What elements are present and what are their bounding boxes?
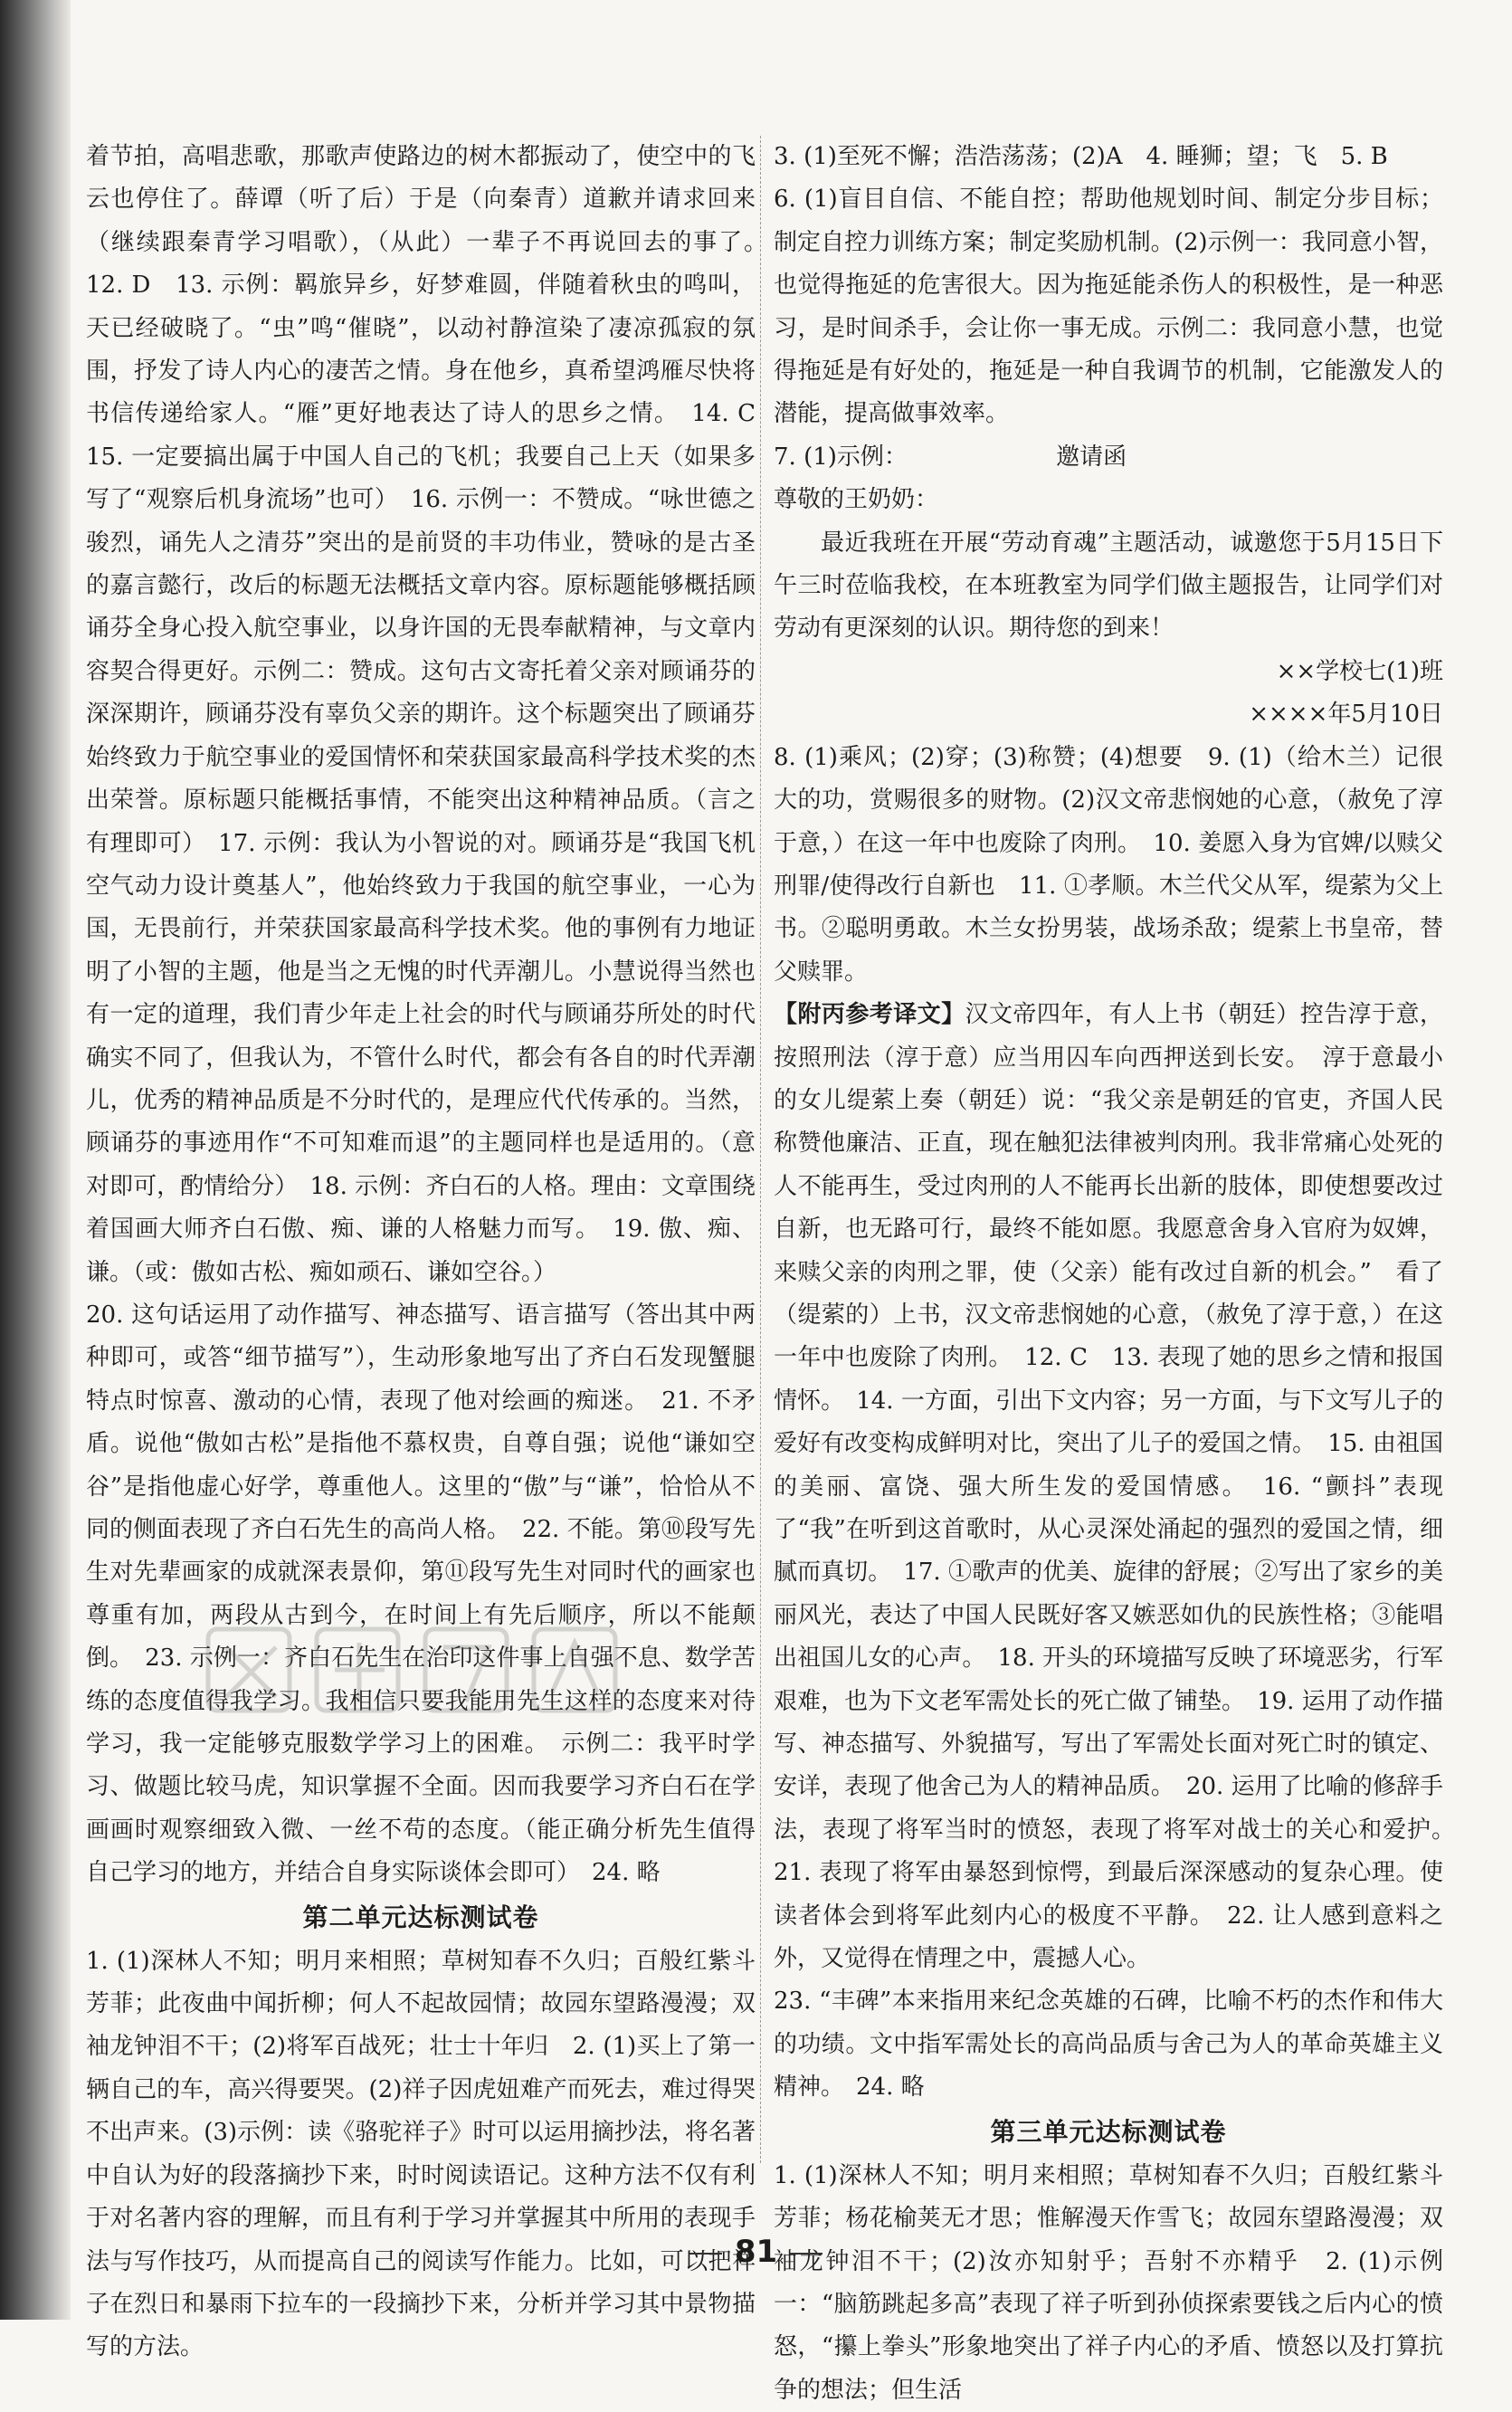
right-paragraph-5: 23. “丰碑”本来指用来纪念英雄的石碑，比喻不朽的杰作和伟大的功绩。文中指军需处长的高尚品质与舍己为人的革命英雄主义精神。 24. 略 [774, 1988, 1443, 2102]
invitation-signature: ××学校七(1)班 [1276, 657, 1443, 685]
invitation-salutation: 尊敬的王奶奶： [774, 486, 939, 514]
book-spine-shadow [0, 0, 71, 2320]
right-paragraph-3: 8. (1)乘风；(2)穿；(3)称赞；(4)想要 9. (1)（给木兰）记很大的功，赏赐很多的财物。(2)汉文帝悲悯她的心意，（赦免了淳于意，）在这一年中也废除了肉刑。 10. 姜愿入身为官婢/以赎父刑罪/使得改行自新也 11. ①孝顺。木兰代父从军，缇萦为父上书。②聪明勇敢。木兰女扮男装，战场杀敌；缇萦上书皇帝，替父赎罪。 [774, 743, 1443, 986]
right-paragraph-2: 6. (1)盲目自信、不能自控；帮助他规划时间、制定分步目标；制定自控力训练方案；制定奖励机制。(2)示例一：我同意小智，也觉得拖延的危害很大。因为拖延能杀伤人的积极性，是一种恶习，是时间杀手，会让你一事无成。示例二：我同意小慧，也觉得拖延是有好处的，拖延是一种自我调节的机制，它能激发人的潜能，提高做事效率。 [774, 186, 1443, 428]
invitation-title: 邀请函 [1056, 443, 1127, 471]
appendix-label: 【附丙参考译文】 [774, 1001, 965, 1029]
column-divider [760, 136, 761, 2163]
right-paragraph-4 [774, 994, 1468, 1980]
left-column [86, 136, 780, 2369]
unit-2-heading: 第二单元达标测试卷 [302, 1902, 539, 1932]
right-paragraph-6: 1. (1)深林人不知；明月来相照；草树知春不久归；百般红紫斗芳菲；杨花榆荚无才思；惟解漫天作雪飞；故园东望路漫漫；双袖龙钟泪不干；(2)汝亦知射乎；吾射不亦精乎 2. (1)示例一：“脑筋跳起多高”表现了祥子听到孙侦探索要钱之后内心的愤怒，“攥上拳头”形象地突出了祥子内心的矛盾、愤怒以及打算抗争的想法；但生活 [774, 2161, 1443, 2404]
left-paragraph-2: 20. 这句话运用了动作描写、神态描写、语言描写（答出其中两种即可，或答“细节描写”），生动形象地写出了齐白石发现蟹腿特点时惊喜、激动的心情，表现了他对绘画的痴迷。 21. 不矛盾。说他“傲如古松”是指他不慕权贵，自尊自强；说他“谦如空谷”是指他虚心好学，尊重他人。这里的“傲”与“谦”，恰恰从不同的侧面表现了齐白石先生的高尚人格。 22. 不能。第⑩段写先生对先辈画家的成就深表景仰，第⑪段写先生对同时代的画家也尊重有加，两段从古到今，在时间上有先后顺序，所以不能颠倒。 23. 示例一：齐白石先生在治印这件事上自强不息、数学苦练的态度值得我学习。我相信只要我能用先生这样的态度来对待学习，我一定能够克服数学学习上的困难。 示例二：我平时学习、做题比较马虎，知识掌握不全面。因而我要学习齐白石在学画画时观察细致入微、一丝不苟的态度。（能正确分析先生值得自己学习的地方，并结合自身实际谈体会即可） 24. 略 [86, 1301, 756, 1887]
page-number: 81 [0, 2234, 1512, 2270]
right-column [774, 136, 1468, 2412]
q7-line [774, 436, 1443, 479]
right-paragraph-1: 3. (1)至死不懈；浩浩荡荡；(2)A 4. 睡狮；望；飞 5. B [774, 143, 1388, 170]
invitation-date: ××××年5月10日 [1249, 701, 1443, 729]
left-paragraph-3: 1. (1)深林人不知；明月来相照；草树知春不久归；百般红紫斗芳菲；此夜曲中闻折柳；何人不起故园情；故园东望路漫漫；双袖龙钟泪不干；(2)将军百战死；壮士十年归 2. (1)买上了第一辆自己的车，高兴得要哭。(2)祥子因虎妞难产而死去，难过得哭不出声来。(3)示例：读《骆驼祥子》时可以运用摘抄法，将名著中自认为好的段落摘抄下来，时时阅读语记。这种方法不仅有利于对名著内容的理解，而且有利于学习并掌握其中所用的表现手法与写作技巧，从而提高自己的阅读写作能力。比如，可以把祥子在烈日和暴雨下拉车的一段摘抄下来，分析并学习其中景物描写的方法。 [86, 1947, 756, 2361]
q7-prefix: 7. (1)示例： [774, 443, 908, 471]
appendix-translation: 汉文帝四年，有人上书（朝廷）控告淳于意，按照刑法（淳于意）应当用囚车向西押送到长安。 淳于意最小的女儿缇萦上奏（朝廷）说：“我父亲是朝廷的官吏，齐国人民称赞他廉洁、正直，现在触犯法律被判肉刑。我非常痛心处死的人不能再生，受过肉刑的人不能再长出新的肢体，即使想要改过自新，也无路可行，最终不能如愿。我愿意舍身入官府为奴婢，来赎父亲的肉刑之罪，使（父亲）能有改过自新的机会。” 看了（缇萦的）上书，汉文帝悲悯她的心意，（赦免了淳于意，）在这一年中也废除了肉刑。 12. C 13. 表现了她的思乡之情和报国情怀。 14. 一方面，引出下文内容；另一方面，与下文写儿子的爱好有改变构成鲜明对比，突出了儿子的爱国之情。 15. 由祖国的美丽、富饶、强大所生发的爱国情感。 16. “颤抖”表现了“我”在听到这首歌时，从心灵深处涌起的强烈的爱国之情，细腻而真切。 17. ①歌声的优美、旋律的舒展；②写出了家乡的美丽风光，表达了中国人民既好客又嫉恶如仇的民族性格；③能唱出祖国儿女的心声。 18. 开头的环境描写反映了环境恶劣，行军艰难，也为下文老军需处长的死亡做了铺垫。 19. 运用了动作描写、神态描写、外貌描写，写出了军需处长面对死亡时的镇定、安详，表现了他舍己为人的精神品质。 20. 运用了比喻的修辞手法，表现了将军当时的愤怒，表现了将军对战士的关心和爱护。 21. 表现了将军由暴怒到惊愕，到最后深深感动的复杂心理。使读者体会到将军此刻内心的极度不平静。 22. 让人感到意料之外，又觉得在情理之中，震撼人心。 [774, 1001, 1468, 1973]
unit-3-heading: 第三单元达标测试卷 [990, 2116, 1227, 2147]
left-paragraph-1: 着节拍，高唱悲歌，那歌声使路边的树木都振动了，使空中的飞云也停住了。薛谭（听了后）于是（向秦青）道歉并请求回来（继续跟秦青学习唱歌），（从此）一辈子不再说回去的事了。 12. D 13. 示例：羁旅异乡，好梦难圆，伴随着秋虫的鸣叫，天已经破晓了。“虫”鸣“催晓”，以动衬静渲染了凄凉孤寂的氛围，抒发了诗人内心的凄苦之情。身在他乡，真希望鸿雁尽快将书信传递给家人。“雁”更好地表达了诗人的思乡之情。 14. C 15. 一定要搞出属于中国人自己的飞机；我要自己上天（如果多写了“观察后机身流场”也可） 16. 示例一：不赞成。“咏世德之骏烈，诵先人之清芬”突出的是前贤的丰功伟业，赞咏的是古圣的嘉言懿行，改后的标题无法概括文章内容。原标题能够概括顾诵芬全身心投入航空事业，以身许国的无畏奉献精神，与文章内容契合得更好。示例二：赞成。这句古文寄托着父亲对顾诵芬的深深期许，顾诵芬没有辜负父亲的期许。这个标题突出了顾诵芬始终致力于航空事业的爱国情怀和荣获国家最高科学技术奖的杰出荣誉。原标题只能概括事情，不能突出这种精神品质。（言之有理即可） 17. 示例：我认为小智说的对。顾诵芬是“我国飞机空气动力设计奠基人”，他始终致力于我国的航空事业，一心为国，无畏前行，并荣获国家最高科学技术奖。他的事例有力地证明了小智的主题，他是当之无愧的时代弄潮儿。小慧说得当然也有一定的道理，我们青少年走上社会的时代与顾诵芬所处的时代确实不同了，但我认为，不管什么时代，都会有各自的时代弄潮儿，优秀的精神品质是不分时代的，是理应代代传承的。当然，顾诵芬的事迹用作“不可知难而退”的主题同样也是适用的。（意对即可，酌情给分） 18. 示例：齐白石的人格。理由：文章围绕着国画大师齐白石傲、痴、谦的人格魅力而写。 19. 傲、痴、谦。（或：傲如古松、痴如顽石、谦如空谷。） [86, 143, 780, 1286]
invitation-body: 最近我班在开展“劳动育魂”主题活动，诚邀您于5月15日下午三时莅临我校，在本班教室为同学们做主题报告，让同学们对劳动有更深刻的认识。期待您的到来！ [774, 529, 1443, 643]
